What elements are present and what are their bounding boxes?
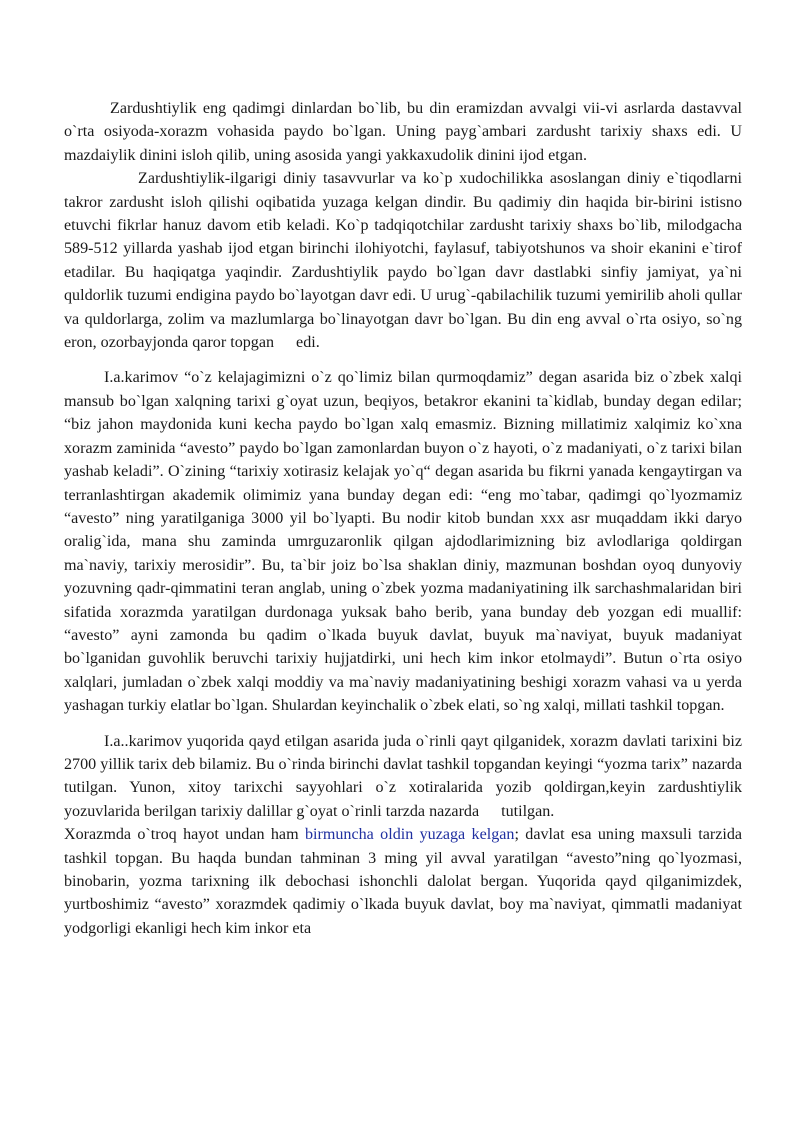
paragraph-2-end: edi.	[296, 334, 320, 352]
paragraph-1-text: Zardushtiylik eng qadimgi dinlardan bo`lib, bu din eramizdan avvalgi vii-vi asrlarda dastavval o`rta osiyoda-xorazm vohasida paydo bo`lgan. Uning payg`ambari zardusht tarixiy shaxs edi. U mazdaiylik dinini isloh qilib, uning asosida yangi yakkaxudolik dinini ijod etgan.	[64, 100, 742, 164]
paragraph-2	[64, 167, 742, 354]
paragraph-3	[64, 366, 742, 717]
paragraph-2-text: Zardushtiylik-ilgarigi diniy tasavvurlar va ko`p xudochilikka asoslangan diniy e`tiqodlarni takror zardusht isloh qilishi oqibatida yuzaga kelgan dindir. Bu qadimiy din haqida bir-birini istisno etuvchi fikrlar hanuz davom etib keladi. Ko`p tadqiqotchilar zardusht tarixiy shaxs bo`lib, milodgacha 589-512 yillarda yashab ijod etgan birinchi ilohiyotchi, faylasuf, tabiyotshunos va shoir ekanini e`tirof etadilar. Bu haqiqatga yaqindir. Zardushtiylik paydo bo`lgan davr dastlabki sinfiy jamiyat, ya`ni quldorlik tuzumi endigina paydo bo`layotgan davr edi. U urug`-qabilachilik tuzumi yemirilib aholi qullar va quldorlarga, zolim va mazlumlarga bo`linayotgan davr bo`lgan. Bu din eng avval o`rta osiyo, so`ng eron, ozorbayjonda qaror topgan	[64, 170, 742, 352]
hyperlink-text[interactable]: birmuncha oldin yuzaga kelgan	[304, 826, 515, 844]
paragraph-4	[64, 730, 742, 824]
paragraph-3-text: I.a.karimov “o`z kelajagimizni o`z qo`limiz bilan qurmoqdamiz” degan asarida biz o`zbek xalqi mansub bo`lgan xalqning tarixi g`oyat uzun, beqiyos, betakror ekanini ta`kidlab, bunday degan edilar; “biz jahon maydonida kuni kecha paydo bo`lgan xalq emasmiz. Bizning millatimiz xalqimiz ko`xna xorazm zaminida “avesto” paydo bo`lgan zamonlardan buyon o`z hayoti, o`z madaniyati, o`z tarixi bilan yashab keladi”. O`zining “tarixiy xotirasiz kelajak yo`q“ degan asarida bu fikrni yanada kengaytirgan va terranlashtirgan akademik olimimiz yana bunday degan edi: “eng mo`tabar, qadimgi qo`lyozmamiz “avesto” ning yaratilganiga 3000 yil bo`lyapti. Bu nodir kitob bundan xxx asr muqaddam ikki daryo oralig`ida, mana shu zaminda umrguzaronlik qilgan ajdodlarimizning biz avlodlariga qoldirgan ma`naviy, tarixiy merosidir”. Bu, ta`bir joiz bo`lsa shaklan diniy, mazmunan boshdan oyoq dunyoviy yozuvning qadr-qimmatini teran anglab, uning o`zbek yozma madaniyatining ilk sarchashmalaridan biri sifatida xorazmda yaratilgan durdonaga yuksak baho berib, yana bunday deb yozgan edi muallif: “avesto” ayni zamonda bu qadim o`lkada buyuk davlat, buyuk ma`naviyat, buyuk madaniyat bo`lganidan guvohlik beruvchi tarixiy hujjatdirki, uni hech kim inkor etolmaydi”. Butun o`rta osiyo xalqlari, jumladan o`zbek xalqi moddiy va ma`naviy madaniyatining beshigi xorazm vahasi va u yerda yashagan turkiy elatlar bo`lgan. Shulardan keyinchalik o`zbek elati, so`ng xalqi, millati tashkil topgan.	[64, 369, 742, 715]
document-body	[64, 97, 742, 940]
paragraph-5-rest: ; davlat esa uning maxsuli tarzida tashkil topgan. Bu haqda bundan tahminan 3 ming yil avval yaratilgan “avesto”ning qo`lyozmasi, binobarin, yozma tarixning ilk debochasi ishonchli dalolat bergan. Yuqorida qayd qilganimizdek, yurtboshimiz “avesto” xorazmdek qadimiy o`lkada buyuk davlat, boy ma`naviyat, qimmatli madaniyat yodgorligi ekanligi hech kim inkor eta	[64, 826, 743, 937]
paragraph-5-start: Xorazmda o`troq hayot undan ham	[64, 826, 299, 844]
paragraph-4-text: I.a..karimov yuqorida qayd etilgan asarida juda o`rinli qayt qilganidek, xorazm davlati tarixini biz 2700 yillik tarix deb bilamiz. Bu o`rinda birinchi davlat tashkil topgandan keyingi “yozma tarix” nazarda tutilgan. Yunon, xitoy tarixchi sayyohlari o`z xotiralarida yozib qoldirgan,keyin zardushtiylik yozuvlarida berilgan tarixiy dalillar g`oyat o`rinli tarzda nazarda	[64, 732, 742, 820]
paragraph-4-end: tutilgan.	[501, 802, 555, 820]
paragraph-5	[64, 823, 742, 940]
paragraph-1	[64, 97, 742, 167]
